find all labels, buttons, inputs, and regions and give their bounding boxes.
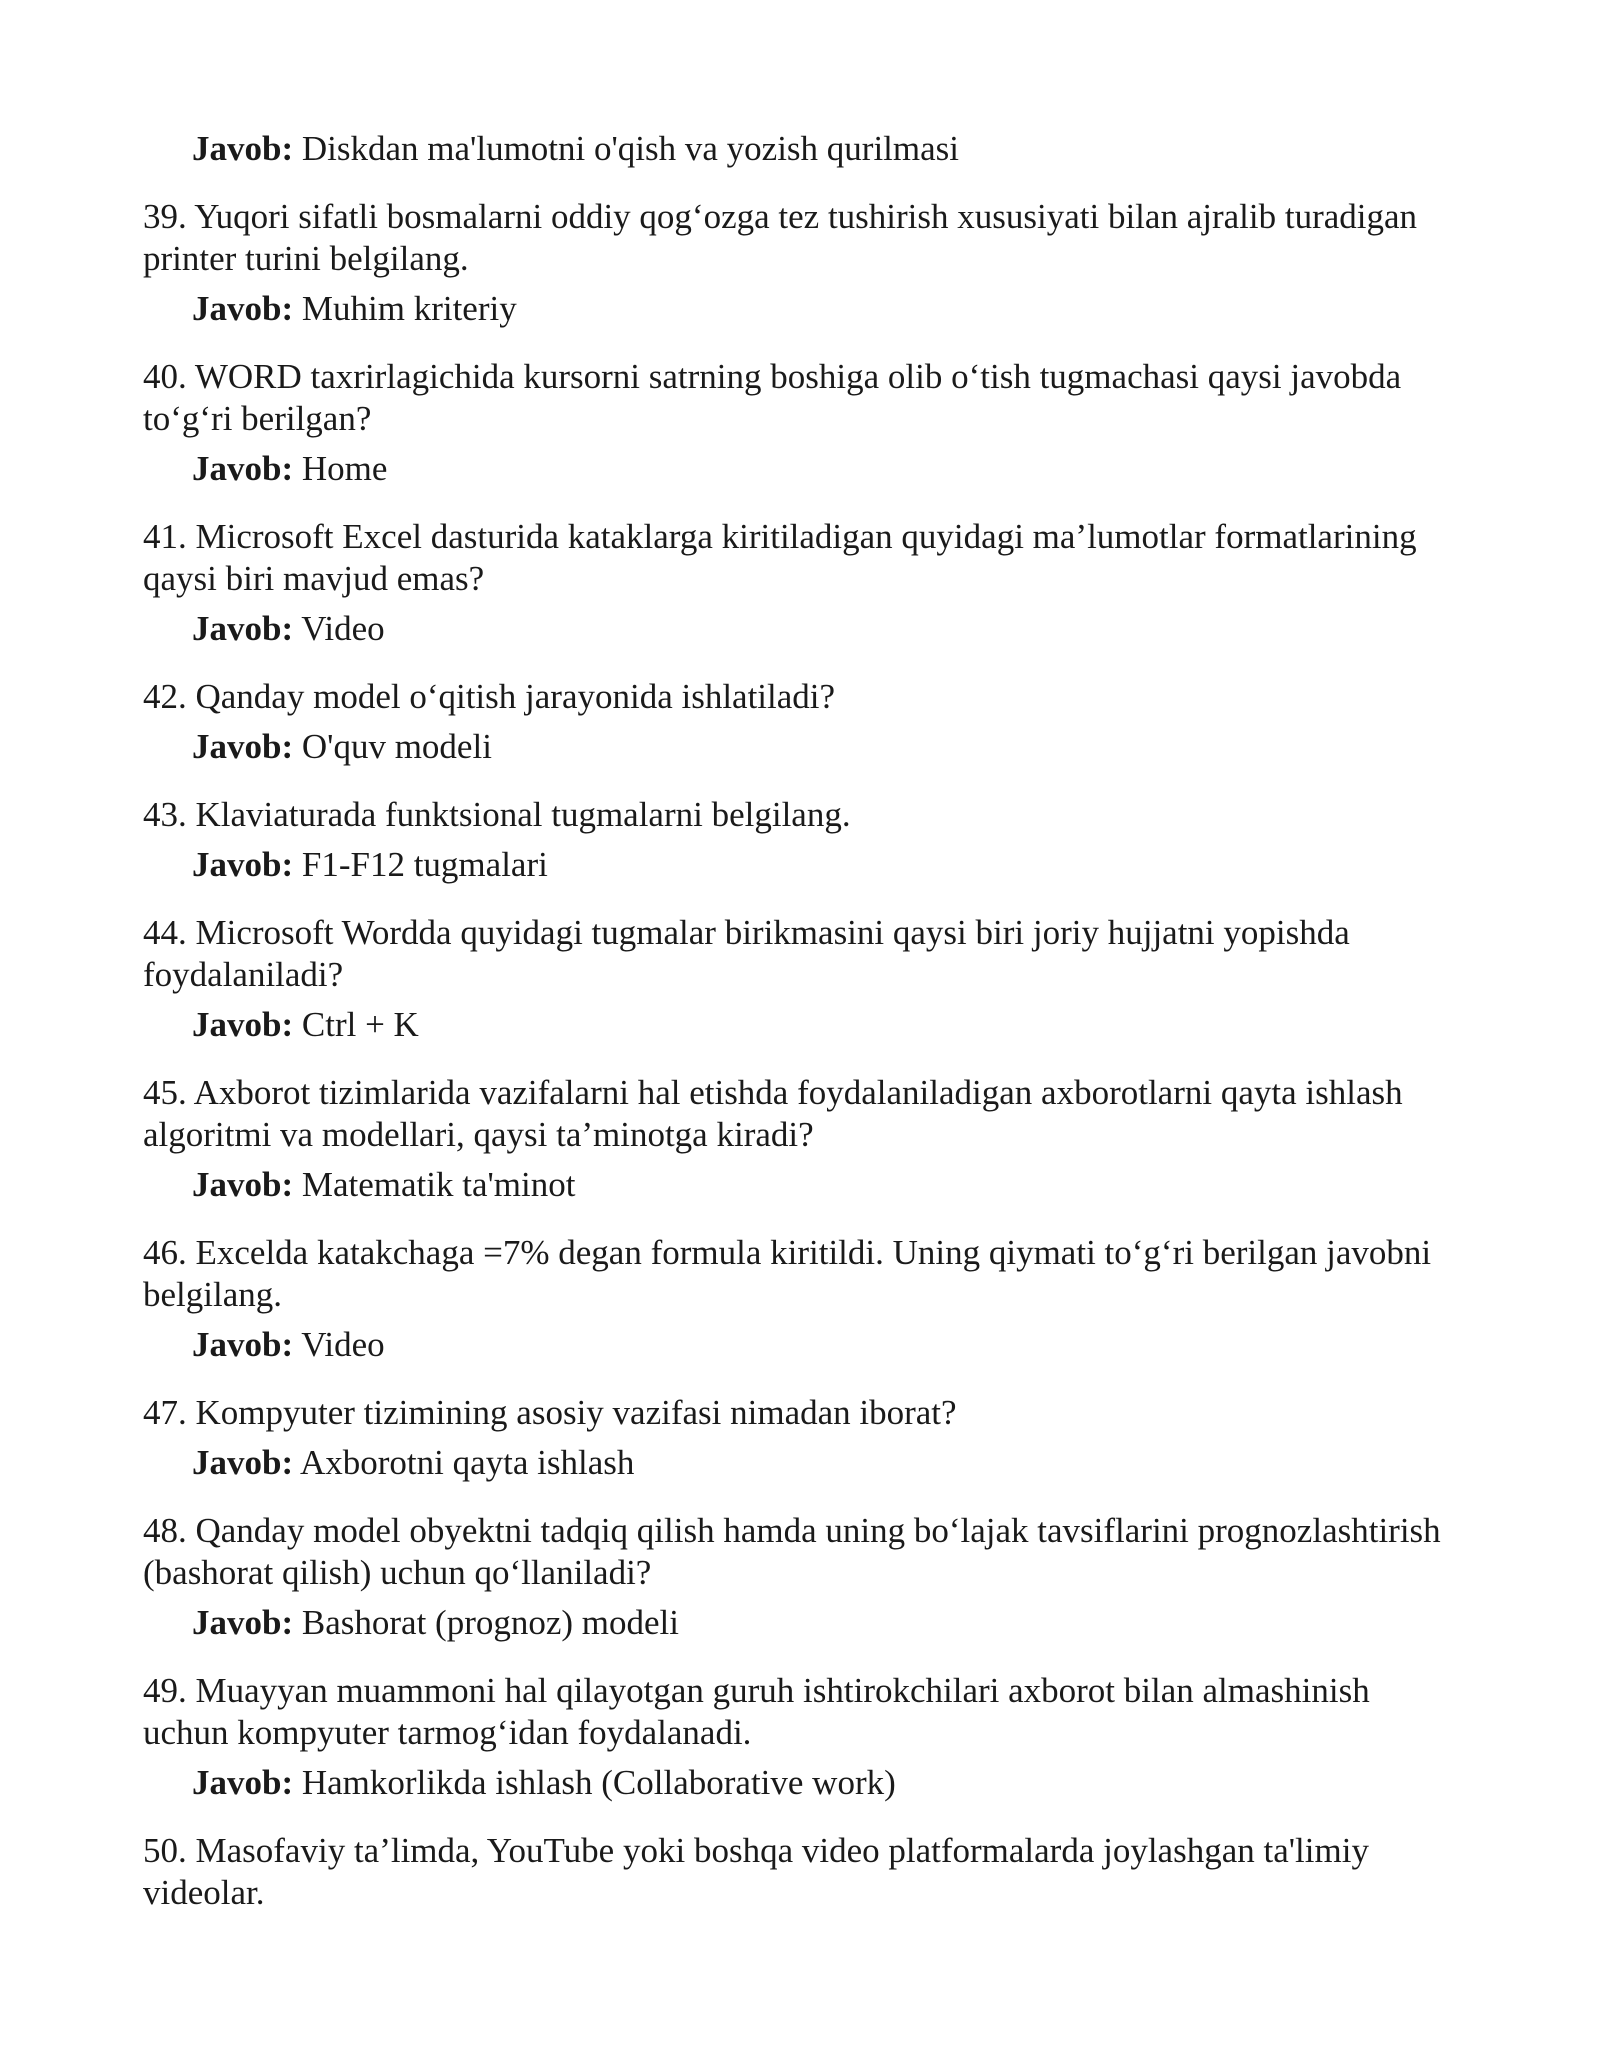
answer-text: Video (301, 1325, 385, 1364)
qa-item-42 (143, 676, 1463, 768)
answer-line (143, 726, 1463, 768)
qa-item-41 (143, 516, 1463, 650)
answer-label: Javob: (192, 289, 294, 328)
answer-label: Javob: (192, 727, 294, 766)
answer-line (143, 288, 1463, 330)
question-text: 46. Excelda katakchaga =7% degan formula kiritildi. Uning qiymati to‘g‘ri berilgan javobni belgilang. (143, 1233, 1432, 1314)
answer-line (143, 1324, 1463, 1366)
answer-line (143, 844, 1463, 886)
question-text: 48. Qanday model obyektni tadqiq qilish hamda uning bo‘lajak tavsiflarini prognozlashtirish (bashorat qilish) uchun qo‘llaniladi? (143, 1511, 1441, 1592)
answer-text: Ctrl + K (301, 1005, 419, 1044)
question-text: 41. Microsoft Excel dasturida kataklarga kiritiladigan quyidagi ma’lumotlar formatlarining qaysi biri mavjud emas? (143, 517, 1417, 598)
question-text: 39. Yuqori sifatli bosmalarni oddiy qog‘ozga tez tushirish xususiyati bilan ajralib turadigan printer turini belgilang. (143, 197, 1418, 278)
qa-item-50 (143, 1830, 1463, 1914)
question-text: 45. Axborot tizimlarida vazifalarni hal etishda foydalaniladigan axborotlarni qayta ishlash algoritmi va modellari, qaysi ta’minotga kiradi? (143, 1073, 1403, 1154)
answer-line (143, 448, 1463, 490)
answer-label: Javob: (192, 609, 294, 648)
answer-label: Javob: (192, 129, 294, 168)
question-text: 49. Muayyan muammoni hal qilayotgan guruh ishtirokchilari axborot bilan almashinish uchun kompyuter tarmog‘idan foydalanadi. (143, 1671, 1370, 1752)
answer-line (143, 1762, 1463, 1804)
answer-line (143, 1164, 1463, 1206)
question-text: 50. Masofaviy ta’limda, YouTube yoki boshqa video platformalarda joylashgan ta'limiy videolar. (143, 1831, 1369, 1912)
answer-text: Home (301, 449, 388, 488)
qa-item-45 (143, 1072, 1463, 1206)
answer-line (143, 608, 1463, 650)
qa-item-40 (143, 356, 1463, 490)
answer-text: Bashorat (prognoz) modeli (301, 1603, 679, 1642)
question-text: 47. Kompyuter tizimining asosiy vazifasi nimadan iborat? (143, 1393, 957, 1432)
answer-label: Javob: (192, 1763, 294, 1802)
question-text: 40. WORD taxrirlagichida kursorni satrning boshiga olib o‘tish tugmachasi qaysi javobda to‘g‘ri berilgan? (143, 357, 1402, 438)
answer-text: Muhim kriteriy (301, 289, 517, 328)
qa-item-43 (143, 794, 1463, 886)
question-text: 43. Klaviaturada funktsional tugmalarni belgilang. (143, 795, 851, 834)
answer-text: Diskdan ma'lumotni o'qish va yozish qurilmasi (301, 129, 960, 168)
answer-text: O'quv modeli (301, 727, 492, 766)
answer-text: F1-F12 tugmalari (301, 845, 548, 884)
answer-label: Javob: (192, 1603, 294, 1642)
qa-item-44 (143, 912, 1463, 1046)
answer-text: Hamkorlikda ishlash (Collaborative work) (301, 1763, 896, 1802)
answer-line (143, 128, 1463, 170)
answer-text: Matematik ta'minot (301, 1165, 576, 1204)
answer-label: Javob: (192, 1325, 294, 1364)
answer-label: Javob: (192, 449, 294, 488)
question-text: 44. Microsoft Wordda quyidagi tugmalar birikmasini qaysi biri joriy hujjatni yopishda foydalaniladi? (143, 913, 1350, 994)
qa-item-49 (143, 1670, 1463, 1804)
qa-item-48 (143, 1510, 1463, 1644)
qa-item-46 (143, 1232, 1463, 1366)
qa-item-47 (143, 1392, 1463, 1484)
answer-line (143, 1602, 1463, 1644)
answer-line (143, 1442, 1463, 1484)
qa-list (143, 128, 1463, 1940)
answer-text: Axborotni qayta ishlash (299, 1443, 635, 1482)
answer-label: Javob: (192, 1005, 294, 1044)
answer-label: Javob: (192, 845, 294, 884)
question-text: 42. Qanday model o‘qitish jarayonida ishlatiladi? (143, 677, 836, 716)
answer-label: Javob: (192, 1443, 294, 1482)
answer-text: Video (301, 609, 385, 648)
qa-item-39 (143, 196, 1463, 330)
answer-label: Javob: (192, 1165, 294, 1204)
answer-line (143, 1004, 1463, 1046)
